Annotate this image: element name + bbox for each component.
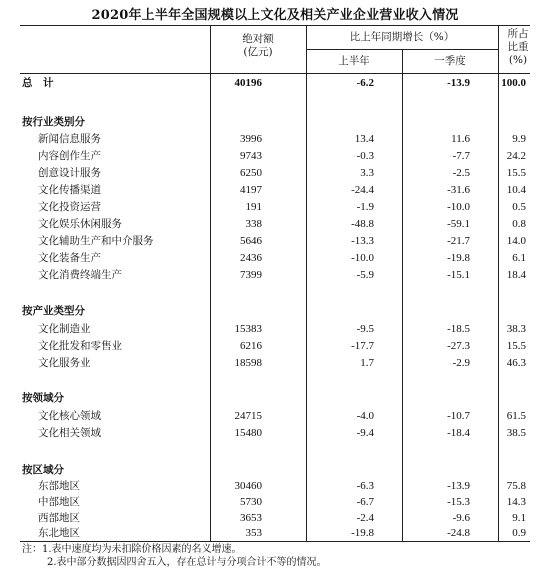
row-label: 文化服务业 (38, 357, 91, 369)
row-q1: -13.9 (447, 480, 470, 492)
row-share: 10.4 (506, 184, 526, 196)
row-h1: 13.4 (354, 133, 374, 145)
table-top-border (20, 25, 530, 26)
row-h1: -48.8 (351, 218, 374, 230)
row-share: 0.8 (512, 218, 526, 230)
row-q1: -18.5 (447, 323, 470, 335)
row-abs: 18598 (234, 357, 262, 369)
row-abs: 6216 (240, 340, 262, 352)
row-h1: -2.4 (356, 512, 374, 524)
row-share: 61.5 (506, 410, 526, 422)
row-h1: 3.3 (360, 167, 374, 179)
section-title-industry: 按行业类别分 (22, 116, 85, 128)
row-abs: 30460 (234, 480, 262, 492)
row-q1: -10.0 (447, 201, 470, 213)
row-h1: -4.0 (356, 410, 374, 422)
row-share: 38.5 (506, 427, 526, 439)
total-q1: -13.9 (447, 77, 470, 89)
row-label: 新闻信息服务 (38, 133, 101, 145)
section-title-type: 按产业类型分 (22, 305, 85, 317)
row-h1: -6.3 (356, 480, 374, 492)
row-share: 14.3 (506, 496, 526, 508)
header-q1: 一季度 (434, 55, 466, 67)
row-share: 24.2 (506, 150, 526, 162)
row-abs: 4197 (240, 184, 262, 196)
section-title-region: 按区域分 (22, 464, 64, 476)
row-label: 文化消费终端生产 (38, 269, 122, 281)
row-h1: -9.5 (356, 323, 374, 335)
row-q1: -21.7 (447, 235, 470, 247)
row-share: 0.5 (512, 201, 526, 213)
row-h1: -10.0 (351, 252, 374, 264)
row-h1: -19.8 (351, 527, 374, 539)
header-share: 所占 比重 (%) (507, 28, 529, 66)
row-share: 9.9 (512, 133, 526, 145)
header-abs: 绝对额 (亿元) (242, 33, 274, 58)
row-label: 文化相关领域 (38, 427, 101, 439)
col-divider-2 (306, 25, 307, 541)
total-label: 总 计 (22, 77, 54, 89)
row-share: 14.0 (506, 235, 526, 247)
row-h1: 1.7 (360, 357, 374, 369)
row-q1: -31.6 (447, 184, 470, 196)
row-share: 15.5 (506, 167, 526, 179)
table-bottom-border (20, 541, 530, 542)
row-q1: -15.1 (447, 269, 470, 281)
row-label: 内容创作生产 (38, 150, 101, 162)
row-label: 文化辅助生产和中介服务 (38, 235, 154, 247)
row-h1: -5.9 (356, 269, 374, 281)
row-h1: -13.3 (351, 235, 374, 247)
row-label: 文化投资运营 (38, 201, 101, 213)
row-label: 文化批发和零售业 (38, 340, 122, 352)
row-share: 9.1 (512, 512, 526, 524)
row-q1: -24.8 (447, 527, 470, 539)
row-label: 东部地区 (38, 480, 80, 492)
row-abs: 2436 (240, 252, 262, 264)
row-q1: -10.7 (447, 410, 470, 422)
header-bottom-border (20, 73, 530, 74)
header-growth: 比上年同期增长（%） (349, 31, 455, 43)
row-q1: 11.6 (451, 133, 470, 145)
row-abs: 5646 (240, 235, 262, 247)
row-q1: -27.3 (447, 340, 470, 352)
row-q1: -19.8 (447, 252, 470, 264)
row-label: 东北地区 (38, 527, 80, 539)
row-abs: 3996 (240, 133, 262, 145)
row-q1: -2.5 (452, 167, 470, 179)
row-h1: -17.7 (351, 340, 374, 352)
row-abs: 15383 (234, 323, 262, 335)
col-divider-3 (402, 49, 403, 541)
total-share: 100.0 (501, 77, 526, 89)
total-abs: 40196 (234, 77, 262, 89)
row-label: 文化娱乐休闲服务 (38, 218, 122, 230)
row-share: 38.3 (506, 323, 526, 335)
row-share: 75.8 (506, 480, 526, 492)
row-h1: -6.7 (356, 496, 374, 508)
row-abs: 353 (245, 527, 262, 539)
row-share: 6.1 (512, 252, 526, 264)
row-share: 46.3 (506, 357, 526, 369)
row-q1: -7.7 (452, 150, 470, 162)
row-q1: -2.9 (452, 357, 470, 369)
row-abs: 3653 (240, 512, 262, 524)
row-q1: -9.6 (452, 512, 470, 524)
row-h1: -0.3 (356, 150, 374, 162)
row-abs: 191 (245, 201, 262, 213)
col-divider-4 (498, 25, 499, 541)
row-q1: -15.3 (447, 496, 470, 508)
total-h1: -6.2 (356, 77, 374, 89)
row-abs: 5730 (240, 496, 262, 508)
row-h1: -9.4 (356, 427, 374, 439)
row-label: 西部地区 (38, 512, 80, 524)
col-divider-1 (210, 25, 211, 541)
row-label: 文化传播渠道 (38, 184, 101, 196)
header-h1: 上半年 (338, 55, 370, 67)
row-abs: 338 (245, 218, 262, 230)
note-2: 2.表中部分数据因四舍五入，存在总计与分项合计不等的情况。 (47, 557, 327, 568)
section-title-domain: 按领域分 (22, 392, 64, 404)
row-abs: 24715 (234, 410, 262, 422)
row-h1: -1.9 (356, 201, 374, 213)
row-label: 文化装备生产 (38, 252, 101, 264)
row-abs: 6250 (240, 167, 262, 179)
row-abs: 7399 (240, 269, 262, 281)
row-abs: 9743 (240, 150, 262, 162)
row-abs: 15480 (234, 427, 262, 439)
row-label: 文化制造业 (38, 323, 91, 335)
row-share: 18.4 (506, 269, 526, 281)
row-label: 文化核心领域 (38, 410, 101, 422)
table-title: 2020年上半年全国规模以上文化及相关产业企业营业收入情况 (91, 8, 459, 23)
row-q1: -59.1 (447, 218, 470, 230)
row-label: 创意设计服务 (38, 167, 101, 179)
row-share: 15.5 (506, 340, 526, 352)
row-h1: -24.4 (351, 184, 374, 196)
row-label: 中部地区 (38, 496, 80, 508)
row-q1: -18.4 (447, 427, 470, 439)
note-1: 注：1.表中速度均为未扣除价格因素的名义增速。 (22, 544, 242, 555)
row-share: 0.9 (512, 527, 526, 539)
